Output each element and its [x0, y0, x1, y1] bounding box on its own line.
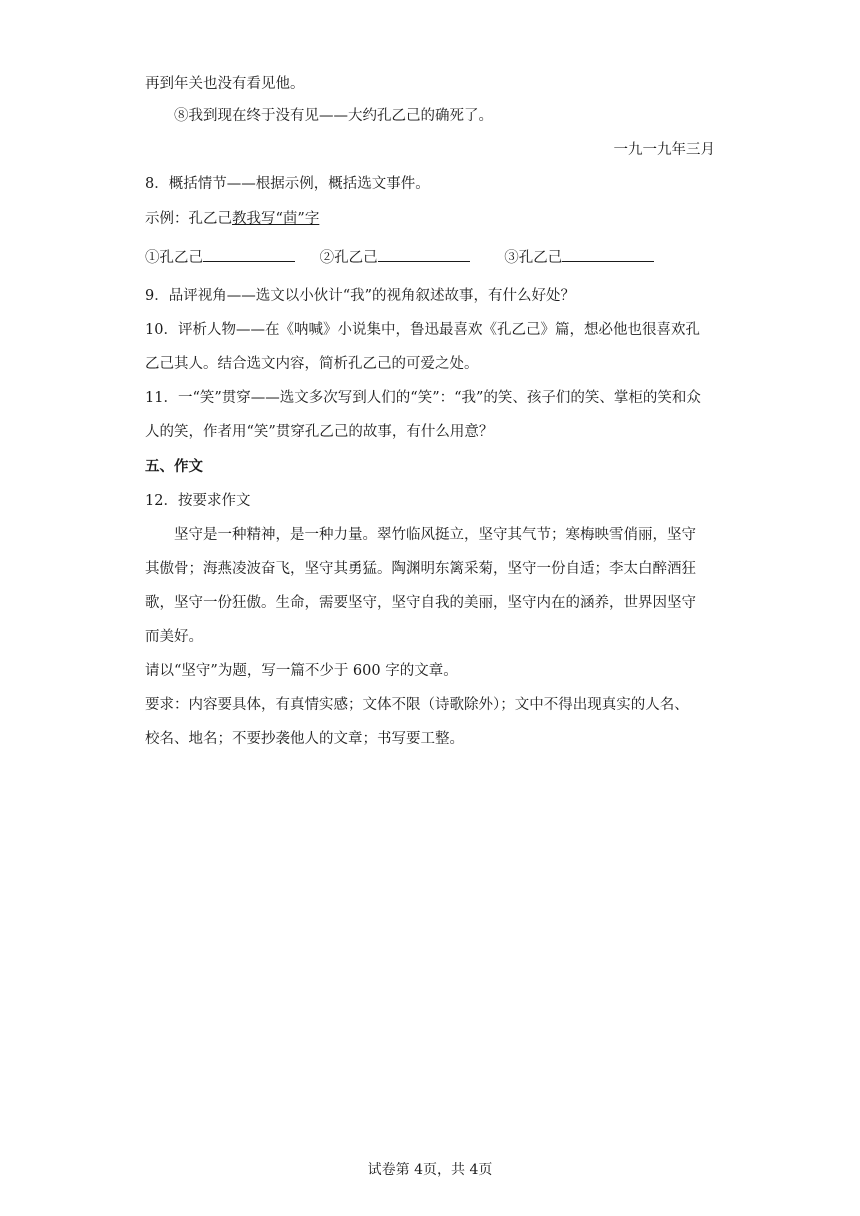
page-footer: 试卷第 4页，共 4页: [367, 1162, 493, 1178]
answer-blank-1[interactable]: [145, 247, 315, 268]
blank-line[interactable]: [562, 247, 654, 262]
blank-label: ①孔乙己: [145, 250, 203, 266]
section-heading: 五、作文: [145, 458, 203, 475]
question-11-prompt: 11．一“笑”贯穿——选文多次写到人们的“笑”：“我”的笑、孩子们的笑、掌柜的笑和众: [145, 390, 701, 406]
essay-prompt-line: 歌，坚守一份狂傲。生命，需要坚守，坚守自我的美丽，坚守内在的涵养，世界因坚守: [145, 595, 696, 611]
question-10-prompt: 10．评析人物——在《呐喊》小说集中，鲁迅最喜欢《孔乙己》篇，想必他也很喜欢孔: [145, 322, 700, 338]
passage-date: 一九一九年三月: [613, 142, 715, 158]
essay-requirements-cont: 校名、地名；不要抄袭他人的文章；书写要工整。: [145, 731, 464, 747]
example-underlined: 教我写“茴”字: [232, 211, 320, 227]
example-prefix: 示例：孔乙己: [145, 211, 232, 227]
question-12-title: 12．按要求作文: [145, 493, 251, 509]
question-11-prompt-cont: 人的笑，作者用“笑”贯穿孔乙己的故事，有什么用意？: [145, 424, 494, 440]
essay-prompt-line: 而美好。: [145, 629, 203, 645]
essay-instruction: 请以“坚守”为题，写一篇不少于 600 字的文章。: [145, 663, 458, 679]
blank-label: ③孔乙己: [504, 250, 563, 266]
passage-line: ⑧我到现在终于没有见——大约孔乙己的确死了。: [174, 108, 493, 124]
question-10-prompt-cont: 乙己其人。结合选文内容，简析孔乙己的可爱之处。: [145, 356, 479, 372]
question-9-prompt: 9．品评视角——选文以小伙计“我”的视角叙述故事，有什么好处？: [145, 288, 576, 304]
essay-prompt-line: 其傲骨；海燕凌波奋飞，坚守其勇猛。陶渊明东篱采菊，坚守一份自适；李太白醉酒狂: [145, 561, 696, 577]
answer-blank-3[interactable]: [504, 247, 654, 268]
question-8-example: [145, 209, 715, 229]
blank-label: ②孔乙己: [319, 250, 378, 266]
question-8-prompt: 8．概括情节——根据示例，概括选文事件。: [145, 176, 430, 192]
blank-line[interactable]: [203, 247, 295, 262]
answer-blank-2[interactable]: [320, 247, 500, 268]
question-8-blanks: [145, 247, 715, 268]
passage-line: 再到年关也没有看见他。: [145, 76, 305, 92]
essay-prompt-line: 坚守是一种精神，是一种力量。翠竹临风挺立，坚守其气节；寒梅映雪俏丽，坚守: [174, 527, 696, 543]
essay-requirements: 要求：内容要具体，有真情实感；文体不限（诗歌除外）；文中不得出现真实的人名、: [145, 697, 689, 713]
blank-line[interactable]: [378, 247, 470, 262]
